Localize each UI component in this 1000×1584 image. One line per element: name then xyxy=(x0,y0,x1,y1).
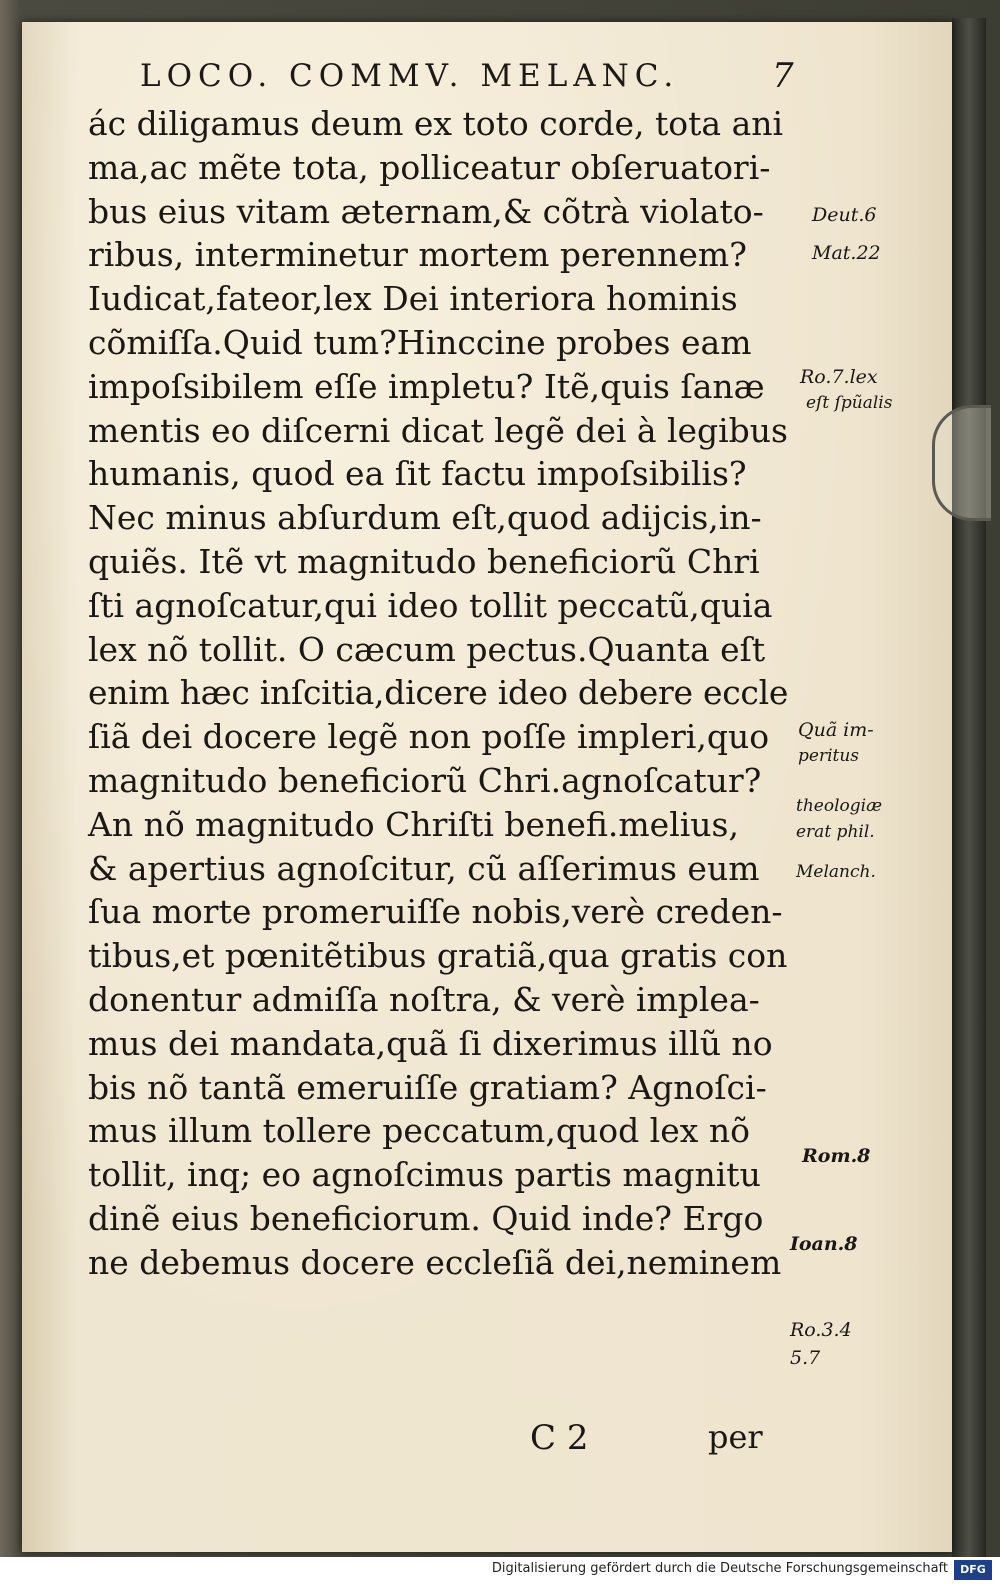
margin-note-ro7-line2: eſt ſpũalis xyxy=(806,393,893,413)
margin-note-deut: Deut.6 xyxy=(812,204,877,226)
book-edge xyxy=(952,18,986,1558)
running-title: LOCO. COMMV. MELANC. xyxy=(140,58,680,94)
text-line: dinẽ eius beneficiorum. Quid inde? Ergo xyxy=(88,1198,764,1238)
footer-credit: Digitalisierung gefördert durch die Deutsche Forschungsgemeinschaft xyxy=(491,1561,948,1576)
margin-note-ro7-line1: Ro.7.lex xyxy=(800,366,878,388)
text-line: lex nõ tollit. O cæcum pectus.Quanta eſt xyxy=(88,629,766,669)
text-line: tollit, inq; eo agnoſcimus partis magnitu xyxy=(88,1155,761,1195)
margin-note-rom: Rom.8 xyxy=(802,1145,871,1167)
main-text-block xyxy=(88,102,788,1285)
margin-note-ioan: Ioan.8 xyxy=(790,1233,858,1255)
margin-note-qua-line1: Quã im- xyxy=(798,719,874,741)
margin-note-mat: Mat.22 xyxy=(812,242,881,264)
text-line: mus dei mandata,quã ſi dixerimus illũ no xyxy=(88,1023,773,1063)
text-line: cõmiſſa.Quid tum?Hinccine probes eam xyxy=(88,322,752,362)
text-line: bus eius vitam æternam,& cõtrà violato- xyxy=(88,191,764,231)
text-line: humanis, quod ea ſit factu impoſsibilis? xyxy=(88,454,747,494)
text-line: ma,ac mẽte tota, polliceatur obſeruatori- xyxy=(88,147,771,187)
digitization-footer xyxy=(0,1557,1000,1584)
text-line: enim hæc inſcitia,dicere ideo debere eccle xyxy=(88,673,789,713)
margin-note-qua-line3: theologiæ xyxy=(796,796,883,816)
text-line: tibus,et pœnitẽtibus gratiã,qua gratis con xyxy=(88,936,788,976)
running-header xyxy=(140,58,820,94)
text-line: ſiã dei docere legẽ non poſſe impleri,quo xyxy=(88,717,770,757)
page-number: 7 xyxy=(772,56,794,96)
text-line: donentur admiſſa noſtra, & verè implea- xyxy=(88,979,760,1019)
text-line: quiẽs. Itẽ vt magnitudo beneficiorũ Chri xyxy=(88,541,760,581)
signature-mark: C 2 xyxy=(530,1418,589,1458)
text-line: mus illum tollere peccatum,quod lex nõ xyxy=(88,1111,750,1151)
text-line: bis nõ tantã emeruiſſe gratiam? Agnoſci- xyxy=(88,1067,767,1107)
text-line: Nec minus abſurdum eſt,quod adijcis,in- xyxy=(88,498,762,538)
margin-note-qua-line4: erat phil. xyxy=(796,822,875,842)
margin-note-qua-line2: peritus xyxy=(798,746,860,766)
text-line: & apertius agnoſcitur, cũ aſſerimus eum xyxy=(88,848,760,888)
text-line: impoſsibilem eſſe impletu? Itẽ,quis ſanæ xyxy=(88,366,765,406)
text-line: An nõ magnitudo Chriſti benefi.melius, xyxy=(88,804,739,844)
text-line: ác diligamus deum ex toto corde, tota ani xyxy=(88,104,784,143)
text-line: ſua morte promeruiſſe nobis,verè creden- xyxy=(88,892,783,932)
text-line: ribus, interminetur mortem perennem? xyxy=(88,235,747,275)
text-line: magnitudo beneficiorũ Chri.agnoſcatur? xyxy=(88,760,762,800)
text-line: ne debemus docere eccleſiã dei,neminem xyxy=(88,1242,782,1282)
page-clasp xyxy=(932,405,991,521)
margin-note-ro34-line1: Ro.3.4 xyxy=(790,1319,852,1341)
dfg-logo: DFG xyxy=(954,1560,992,1580)
text-line: Iudicat,fateor,lex Dei interiora hominis xyxy=(88,279,738,319)
margin-note-ro34-line2: 5.7 xyxy=(790,1347,821,1369)
text-line: mentis eo diſcerni dicat legẽ dei à legibus xyxy=(88,410,788,450)
catchword: per xyxy=(708,1418,763,1456)
text-line: ſti agnoſcatur,qui ideo tollit peccatũ,quia xyxy=(88,585,773,625)
margin-note-qua-line5: Melanch. xyxy=(796,862,876,882)
